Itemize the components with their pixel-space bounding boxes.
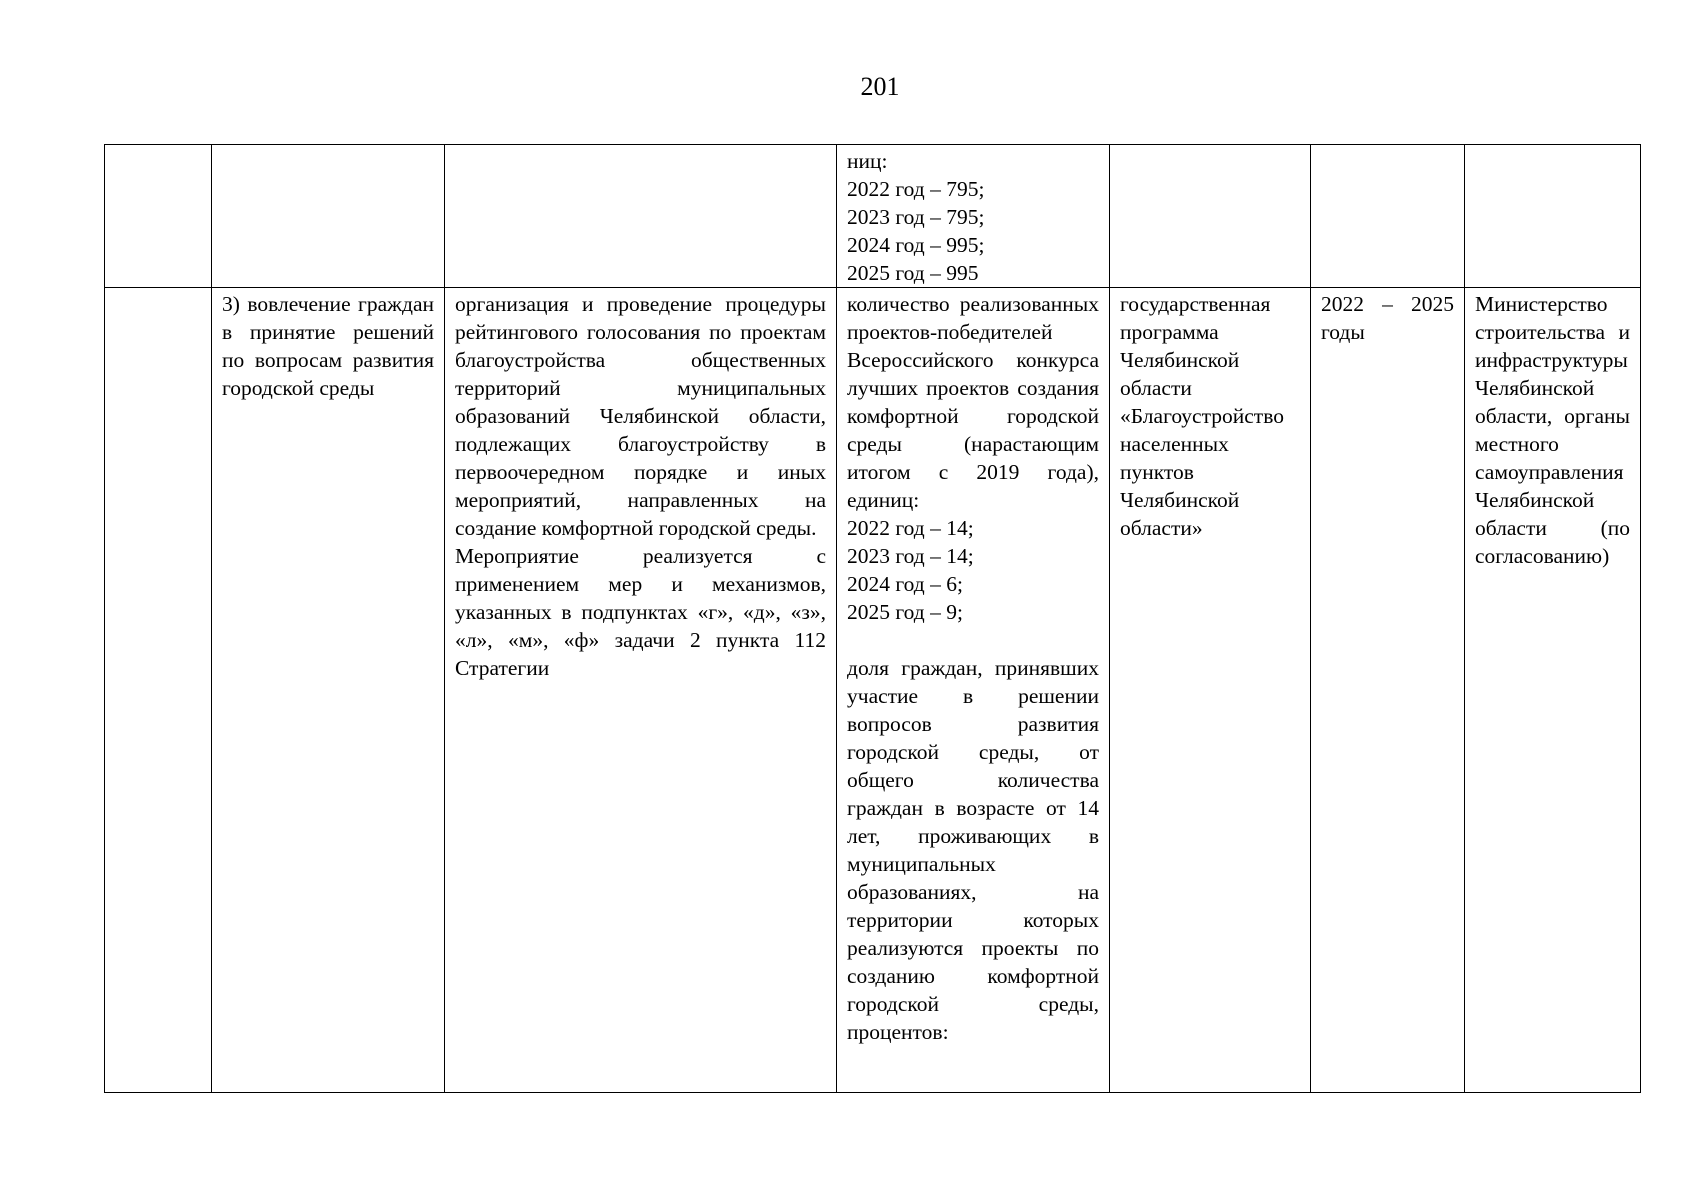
- table-cell-indicator: [837, 288, 1110, 1093]
- measure-mechanisms-text: Мероприятие реализуется с применением мер и механизмов, указанных в подпунктах «г», «д», «з», «л», «м», «ф» задачи 2 пункта 112 Стратегии: [455, 544, 826, 680]
- table-cell-responsible: [1465, 288, 1641, 1093]
- table-row-continuation: [105, 145, 1641, 288]
- task-text: 3) вовлечение граждан в принятие решений по вопросам развития городской среды: [222, 292, 434, 400]
- table-cell-task: [212, 288, 445, 1093]
- table-cell-measure: [445, 288, 837, 1093]
- table-cell-number: [105, 145, 212, 288]
- table-cell-task: [212, 145, 445, 288]
- table-row-task-3: [105, 288, 1641, 1093]
- table-cell-program: [1110, 288, 1311, 1093]
- measure-text: организация и проведение процедуры рейтингового голосования по проектам благоустройства общественных территорий муниципальных образований Челябинской области, подлежащих благоустройству в первоочередном порядке и иных мероприятий, направленных на создание комфортной городской среды.: [455, 292, 826, 540]
- indicator-citizens-share-text: доля граждан, принявших участие в решении вопросов развития городской среды, от общего количества граждан в возрасте от 14 лет, проживающих в муниципальных образованиях, на территории которых реализуются проекты по созданию комфортной городской среды, процентов:: [847, 656, 1099, 1044]
- table-cell-measure: [445, 145, 837, 288]
- document-table: [104, 144, 1641, 1093]
- indicator-values: ниц: 2022 год – 795; 2023 год – 795; 2024 год – 995; 2025 год – 995: [847, 149, 985, 285]
- table-cell-program: [1110, 145, 1311, 288]
- table-cell-responsible: [1465, 145, 1641, 288]
- table-cell-number: [105, 288, 212, 1093]
- period-text: 2022 – 2025 годы: [1321, 292, 1454, 344]
- table-cell-period: [1311, 288, 1465, 1093]
- page-number: 201: [860, 72, 900, 101]
- responsible-text: Министерство строительства и инфраструктуры Челябинской области, органы местного самоуправления Челябинской области (по согласованию): [1475, 292, 1630, 568]
- program-text: государственная программа Челябинской области «Благоустройство населенных пунктов Челябинской области»: [1120, 292, 1284, 540]
- table-cell-indicator: [837, 145, 1110, 288]
- table-cell-period: [1311, 145, 1465, 288]
- indicator-projects-values: 2022 год – 14; 2023 год – 14; 2024 год – 6; 2025 год – 9;: [847, 516, 974, 624]
- indicator-projects-text: количество реализованных проектов-победителей Всероссийского конкурса лучших проектов создания комфортной городской среды (нарастающим итогом с 2019 года), единиц:: [847, 292, 1099, 512]
